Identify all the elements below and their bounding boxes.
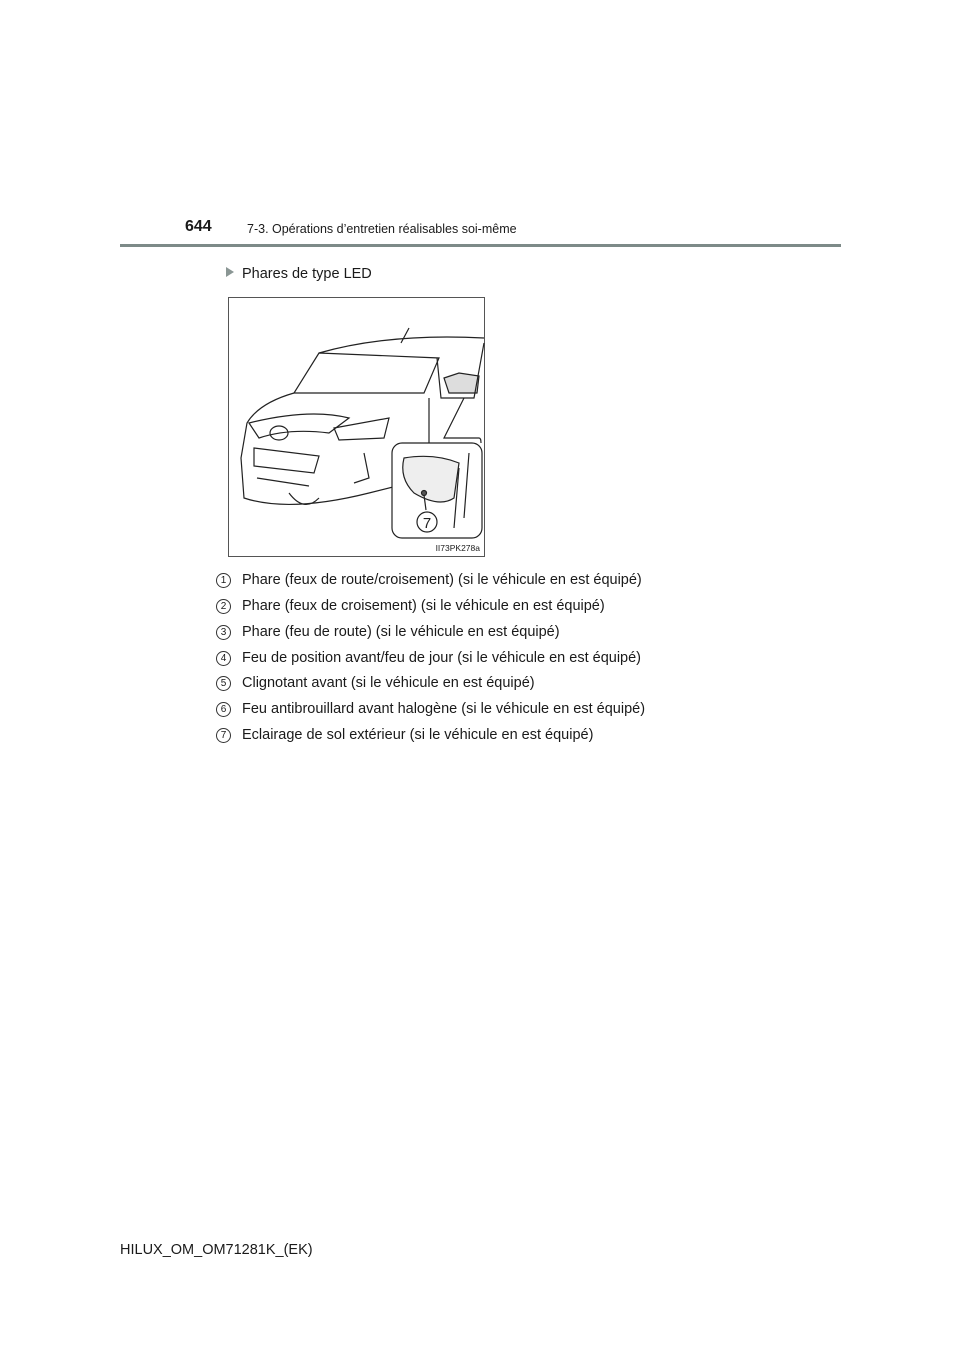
number-circle: 6 [216, 702, 231, 717]
callout-number: 7 [422, 515, 432, 532]
number-circle: 7 [216, 728, 231, 743]
list-item [216, 727, 593, 743]
item-text: Clignotant avant (si le véhicule en est équipé) [242, 675, 535, 691]
number-circle: 1 [216, 573, 231, 588]
number-circle: 5 [216, 676, 231, 691]
page-number: 644 [185, 218, 212, 235]
list-item [216, 624, 560, 640]
list-item [216, 675, 535, 691]
list-item [216, 650, 641, 666]
item-text: Phare (feu de route) (si le véhicule en est équipé) [242, 624, 560, 640]
item-text: Feu antibrouillard avant halogène (si le véhicule en est équipé) [242, 701, 646, 717]
header-divider [120, 244, 841, 247]
triangle-bullet-icon [226, 267, 234, 277]
item-text: Feu de position avant/feu de jour (si le véhicule en est équipé) [242, 650, 641, 666]
footer-doc-id: HILUX_OM_OM71281K_(EK) [120, 1242, 313, 1258]
item-text: Phare (feux de croisement) (si le véhicule en est équipé) [242, 598, 605, 614]
list-item [216, 598, 605, 614]
subheading-text: Phares de type LED [242, 266, 372, 282]
item-text: Eclairage de sol extérieur (si le véhicule en est équipé) [242, 727, 594, 743]
number-circle: 3 [216, 625, 231, 640]
list-item [216, 572, 642, 588]
number-circle: 4 [216, 651, 231, 666]
figure-id: II73PK278a [435, 543, 480, 553]
subheading [226, 266, 372, 282]
truck-drawing [229, 298, 486, 558]
list-item [216, 701, 645, 717]
item-text: Phare (feux de route/croisement) (si le véhicule en est équipé) [242, 572, 642, 588]
section-title: 7-3. Opérations d’entretien réalisables soi-même [247, 222, 517, 236]
number-circle: 2 [216, 599, 231, 614]
vehicle-illustration [228, 297, 485, 557]
